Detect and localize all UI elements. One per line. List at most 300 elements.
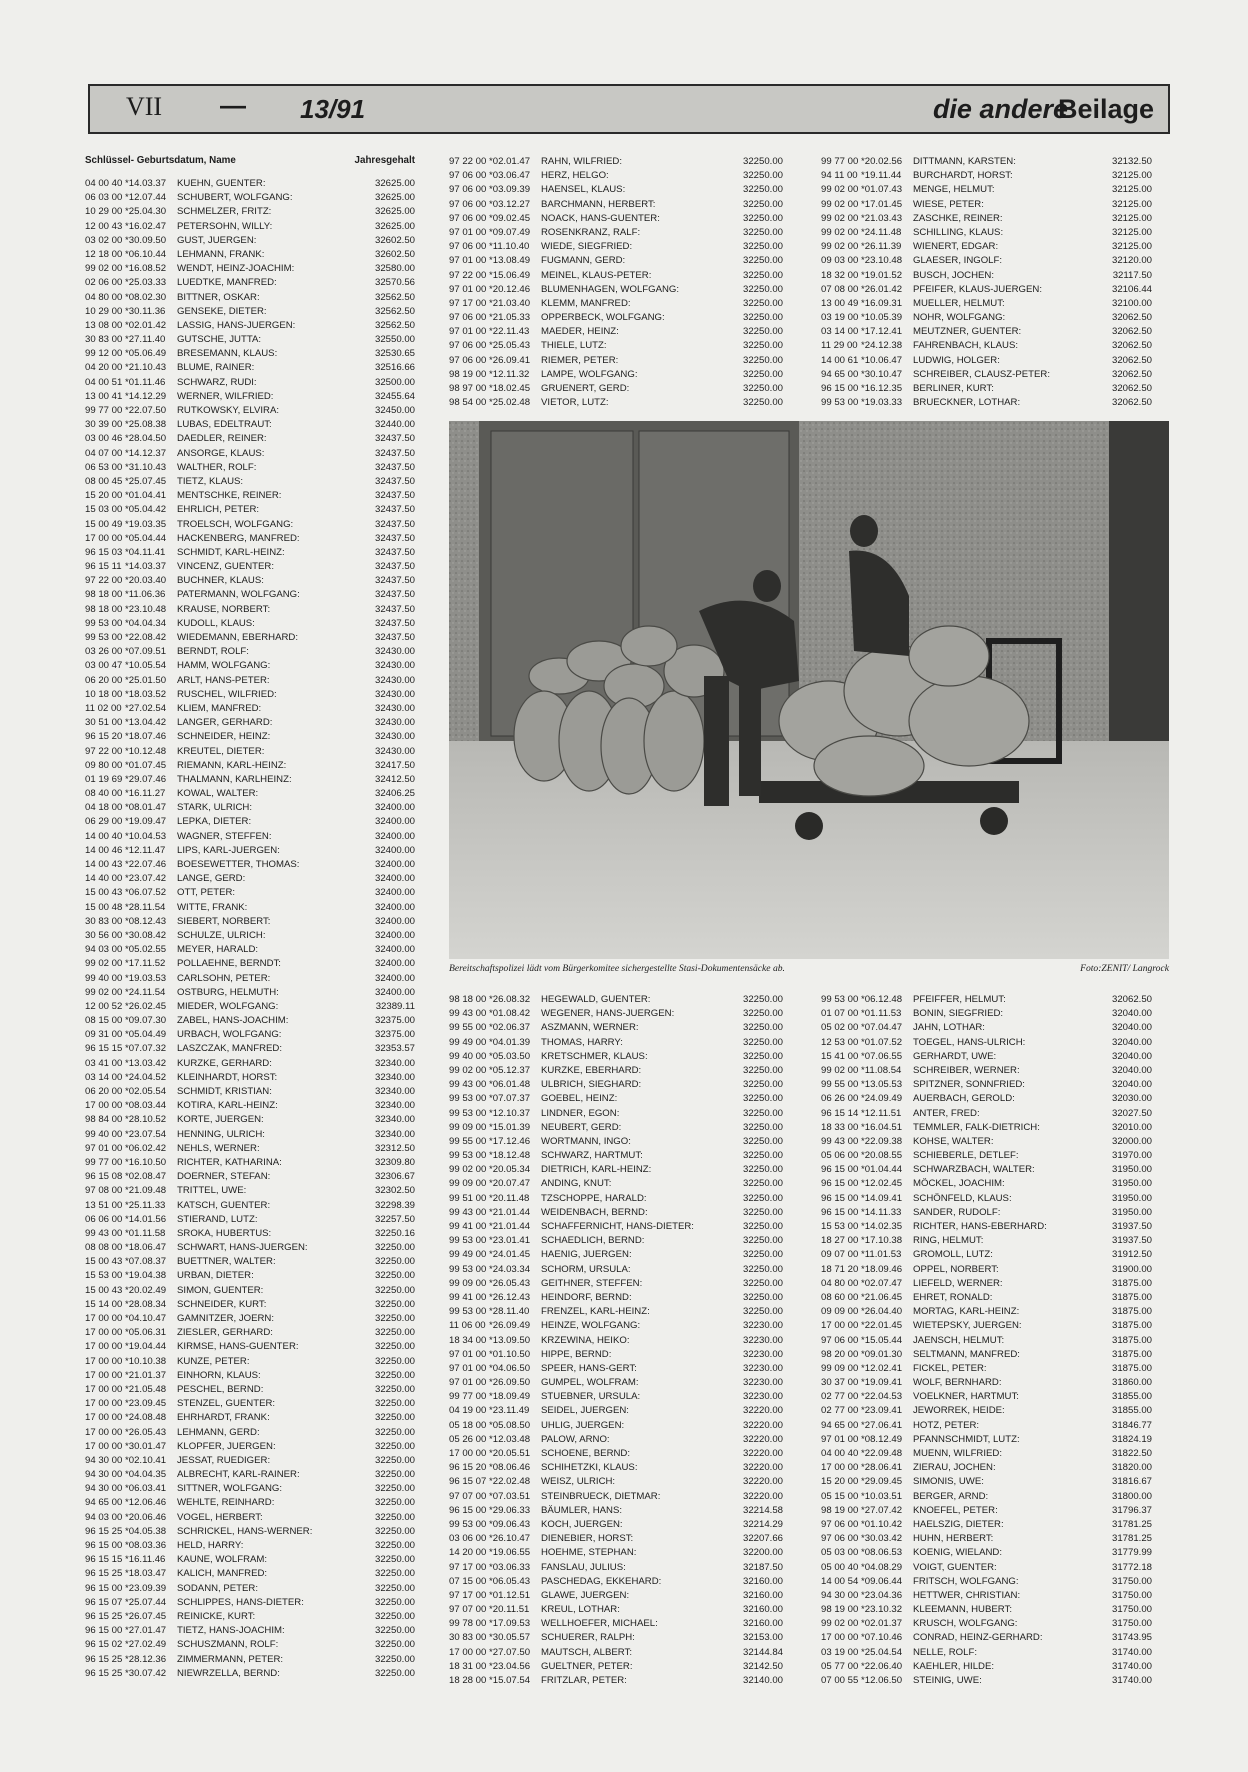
key-code: 97 22 00 bbox=[85, 745, 123, 757]
birth-date: *06.01.48 bbox=[489, 1079, 531, 1091]
person-name: BUSCH, JOCHEN: bbox=[913, 269, 995, 281]
annual-salary: 32040.00 bbox=[1111, 1064, 1152, 1076]
list-item bbox=[85, 659, 415, 673]
key-code: 96 15 07 bbox=[449, 1476, 487, 1488]
list-item bbox=[85, 1383, 415, 1397]
key-code: 97 06 00 bbox=[449, 340, 487, 352]
birth-date: *12.06.46 bbox=[125, 1497, 167, 1509]
key-code: 99 02 00 bbox=[449, 1164, 487, 1176]
annual-salary: 32250.00 bbox=[374, 1540, 415, 1551]
annual-salary: 32400.00 bbox=[374, 958, 415, 970]
annual-salary: 32250.00 bbox=[742, 1306, 783, 1318]
birth-date: *26.04.40 bbox=[861, 1306, 903, 1318]
person-name: GLAESER, INGOLF: bbox=[913, 255, 1003, 267]
key-code: 17 00 00 bbox=[85, 1398, 123, 1410]
key-code: 02 06 00 bbox=[85, 277, 123, 289]
annual-salary: 32400.00 bbox=[374, 944, 415, 956]
birth-date: *28.12.36 bbox=[125, 1653, 167, 1665]
annual-salary: 32625.00 bbox=[374, 178, 415, 189]
birth-date: *26.05.43 bbox=[489, 1277, 531, 1289]
key-code: 99 53 00 bbox=[449, 1518, 487, 1530]
list-item bbox=[85, 1468, 415, 1482]
birth-date: *28.08.34 bbox=[125, 1298, 167, 1310]
key-code: 97 06 00 bbox=[821, 1518, 859, 1530]
birth-date: *24.03.34 bbox=[489, 1263, 531, 1275]
key-code: 98 19 00 bbox=[821, 1504, 859, 1516]
birth-date: *22.01.45 bbox=[861, 1320, 903, 1332]
list-item bbox=[85, 276, 415, 290]
birth-date: *06.03.41 bbox=[125, 1483, 167, 1495]
birth-date: *18.09.46 bbox=[861, 1263, 903, 1275]
list-item bbox=[449, 368, 783, 382]
person-name: KOHSE, WALTER: bbox=[913, 1135, 994, 1147]
key-code: 03 26 00 bbox=[85, 646, 123, 658]
person-name: KLIEM, MANFRED: bbox=[177, 702, 262, 714]
person-name: DIENEBIER, HORST: bbox=[541, 1533, 634, 1545]
birth-date: *05.04.44 bbox=[125, 532, 167, 544]
person-name: WEIDENBACH, BERND: bbox=[541, 1206, 648, 1218]
person-name: BONIN, SIEGFRIED: bbox=[913, 1008, 1004, 1020]
person-name: SCHMIDT, KRISTIAN: bbox=[177, 1086, 272, 1097]
annual-salary: 32257.50 bbox=[374, 1213, 415, 1225]
birth-date: *02.01.42 bbox=[125, 319, 167, 331]
annual-salary: 32250.00 bbox=[742, 1235, 783, 1247]
birth-date: *23.07.54 bbox=[125, 1128, 167, 1140]
annual-salary: 32220.00 bbox=[742, 1419, 783, 1431]
person-name: STEINBRUECK, DIETMAR: bbox=[541, 1490, 661, 1502]
annual-salary: 32250.00 bbox=[742, 1121, 783, 1133]
list-item bbox=[449, 1475, 783, 1489]
list-item bbox=[85, 390, 415, 404]
list-item bbox=[85, 1128, 415, 1142]
key-code: 11 02 00 bbox=[85, 702, 122, 714]
person-name: BUETTNER, WALTER: bbox=[177, 1256, 276, 1268]
annual-salary: 32298.39 bbox=[374, 1199, 415, 1211]
list-item bbox=[821, 1135, 1152, 1149]
key-code: 97 01 00 bbox=[449, 1362, 487, 1374]
key-code: 99 53 00 bbox=[449, 1263, 487, 1275]
list-item bbox=[449, 1404, 783, 1418]
person-name: FICKEL, PETER: bbox=[913, 1362, 987, 1374]
list-item bbox=[85, 418, 415, 432]
birth-date: *29.07.46 bbox=[125, 773, 167, 785]
key-code: 12 00 43 bbox=[85, 220, 123, 232]
key-code: 99 02 00 bbox=[821, 1064, 859, 1076]
annual-salary: 32437.50 bbox=[374, 546, 415, 558]
list-item bbox=[85, 1227, 415, 1241]
annual-salary: 32562.50 bbox=[374, 291, 415, 303]
key-code: 17 00 00 bbox=[449, 1646, 487, 1658]
list-item bbox=[85, 376, 415, 390]
list-item bbox=[449, 1575, 783, 1589]
key-code: 17 00 00 bbox=[85, 1383, 123, 1395]
list-item bbox=[85, 1496, 415, 1510]
key-code: 13 00 41 bbox=[85, 390, 123, 402]
list-item bbox=[821, 1603, 1152, 1617]
birth-date: *05.02.55 bbox=[125, 944, 167, 956]
birth-date: *30.01.47 bbox=[125, 1440, 167, 1452]
birth-date: *19.04.38 bbox=[125, 1270, 167, 1282]
list-item bbox=[85, 1014, 415, 1028]
key-code: 99 02 00 bbox=[821, 212, 859, 224]
annual-salary: 31846.77 bbox=[1111, 1419, 1152, 1431]
birth-date: *23.09.45 bbox=[125, 1398, 167, 1410]
annual-salary: 32040.00 bbox=[1111, 1036, 1152, 1048]
birth-date: *30.03.42 bbox=[861, 1533, 903, 1545]
key-code: 99 02 00 bbox=[821, 184, 859, 196]
list-item bbox=[449, 1433, 783, 1447]
list-item bbox=[449, 1007, 783, 1021]
birth-date: *02.07.47 bbox=[861, 1277, 903, 1289]
birth-date: *04.06.50 bbox=[489, 1362, 531, 1374]
person-name: PASCHEDAG, EKKEHARD: bbox=[541, 1575, 662, 1587]
annual-salary: 32400.00 bbox=[374, 887, 415, 899]
person-name: STEINIG, UWE: bbox=[913, 1675, 982, 1686]
annual-salary: 32430.00 bbox=[374, 660, 415, 672]
birth-date: *09.06.44 bbox=[861, 1575, 903, 1587]
person-name: MEINEL, KLAUS-PETER: bbox=[541, 269, 652, 281]
birth-date: *24.12.38 bbox=[861, 340, 903, 352]
birth-date: *05.08.50 bbox=[489, 1419, 531, 1431]
key-code: 04 80 00 bbox=[85, 291, 123, 303]
birth-date: *21.03.43 bbox=[861, 212, 903, 224]
person-name: BERLINER, KURT: bbox=[913, 383, 994, 394]
person-name: GUTSCHE, JUTTA: bbox=[177, 334, 262, 346]
list-item bbox=[449, 1021, 783, 1035]
person-name: STIERAND, LUTZ: bbox=[177, 1213, 258, 1225]
annual-salary: 32400.00 bbox=[374, 802, 415, 814]
birth-date: *04.04.35 bbox=[125, 1469, 167, 1481]
birth-date: *23.10.32 bbox=[861, 1604, 903, 1616]
birth-date: *23.09.39 bbox=[125, 1582, 167, 1594]
birth-date: *14.09.41 bbox=[861, 1192, 903, 1204]
birth-date: *27.07.42 bbox=[861, 1504, 903, 1516]
annual-salary: 31970.00 bbox=[1111, 1150, 1152, 1162]
annual-salary: 32250.00 bbox=[742, 1164, 783, 1176]
person-name: LEHMANN, GERD: bbox=[177, 1426, 260, 1438]
list-item bbox=[821, 1674, 1152, 1688]
person-name: ARLT, HANS-PETER: bbox=[177, 674, 270, 686]
birth-date: *25.01.50 bbox=[125, 674, 167, 686]
birth-date: *16.12.35 bbox=[861, 383, 903, 394]
person-name: PALOW, ARNO: bbox=[541, 1433, 610, 1445]
list-item bbox=[821, 1291, 1152, 1305]
key-code: 04 18 00 bbox=[85, 802, 123, 814]
key-code: 99 02 00 bbox=[821, 226, 859, 238]
person-name: KLOPFER, JUERGEN: bbox=[177, 1440, 276, 1452]
list-item bbox=[449, 354, 783, 368]
birth-date: *03.06.33 bbox=[489, 1561, 531, 1573]
person-name: KAUNE, WOLFRAM: bbox=[177, 1554, 268, 1566]
person-name: SODANN, PETER: bbox=[177, 1582, 259, 1594]
annual-salary: 32250.00 bbox=[742, 184, 783, 196]
birth-date: *24.11.54 bbox=[125, 986, 166, 998]
list-item bbox=[449, 1234, 783, 1248]
person-name: GERHARDT, UWE: bbox=[913, 1050, 997, 1062]
list-item bbox=[449, 183, 783, 197]
annual-salary: 32220.00 bbox=[742, 1448, 783, 1459]
key-code: 99 43 00 bbox=[449, 1079, 487, 1091]
birth-date: *25.05.43 bbox=[489, 340, 531, 352]
person-name: SIMONIS, UWE: bbox=[913, 1476, 984, 1488]
list-item bbox=[821, 1248, 1152, 1262]
annual-salary: 32250.16 bbox=[374, 1227, 415, 1239]
person-name: ASZMANN, WERNER: bbox=[541, 1022, 639, 1034]
annual-salary: 32250.00 bbox=[374, 1667, 415, 1679]
birth-date: *26.02.45 bbox=[125, 1000, 167, 1012]
annual-salary: 32602.50 bbox=[374, 248, 415, 260]
birth-date: *05.04.42 bbox=[125, 504, 167, 516]
list-item bbox=[821, 1660, 1152, 1674]
annual-salary: 31772.18 bbox=[1111, 1561, 1152, 1573]
annual-salary: 32400.00 bbox=[374, 844, 415, 856]
key-code: 99 43 00 bbox=[85, 1227, 123, 1239]
annual-salary: 31740.00 bbox=[1111, 1660, 1152, 1672]
birth-date: *26.09.41 bbox=[489, 354, 531, 366]
person-name: SCHUERER, RALPH: bbox=[541, 1632, 635, 1644]
person-name: WIEDEMANN, EBERHARD: bbox=[177, 632, 298, 643]
key-code: 97 06 00 bbox=[449, 184, 487, 196]
list-item bbox=[821, 169, 1152, 183]
birth-date: *23.09.41 bbox=[861, 1405, 903, 1417]
list-item bbox=[85, 447, 415, 461]
salary-list bbox=[821, 993, 1152, 1688]
birth-date: *30.09.50 bbox=[125, 234, 167, 246]
key-code: 98 18 00 bbox=[85, 589, 123, 601]
list-item bbox=[821, 1376, 1152, 1390]
key-code: 99 53 00 bbox=[449, 1306, 487, 1318]
person-name: ZIERAU, JOCHEN: bbox=[913, 1462, 996, 1474]
list-item bbox=[85, 986, 415, 1000]
person-name: EINHORN, KLAUS: bbox=[177, 1369, 261, 1381]
annual-salary: 32250.00 bbox=[374, 1313, 415, 1324]
salary-list bbox=[449, 155, 783, 410]
annual-salary: 31950.00 bbox=[1111, 1192, 1152, 1204]
header-dash: — bbox=[220, 90, 246, 120]
person-name: WORTMANN, INGO: bbox=[541, 1135, 631, 1147]
birth-date: *01.07.45 bbox=[125, 759, 167, 771]
birth-date: *13.05.53 bbox=[861, 1079, 903, 1091]
annual-salary: 32040.00 bbox=[1111, 1050, 1152, 1062]
annual-salary: 31875.00 bbox=[1111, 1291, 1152, 1303]
birth-date: *26.09.49 bbox=[489, 1320, 531, 1332]
key-code: 99 09 00 bbox=[821, 1362, 859, 1374]
person-name: KLEMM, MANFRED: bbox=[541, 297, 631, 309]
birth-date: *19.03.53 bbox=[125, 972, 167, 984]
person-name: WIEDE, SIEGFRIED: bbox=[541, 241, 633, 253]
list-item bbox=[821, 1433, 1152, 1447]
list-item bbox=[821, 1419, 1152, 1433]
key-code: 96 15 00 bbox=[821, 1178, 859, 1190]
annual-salary: 32437.50 bbox=[374, 589, 415, 601]
key-code: 97 01 00 bbox=[449, 1377, 487, 1389]
salary-list bbox=[449, 993, 783, 1688]
key-code: 94 30 00 bbox=[85, 1469, 123, 1481]
key-code: 99 40 00 bbox=[85, 1128, 123, 1140]
annual-salary: 32400.00 bbox=[374, 972, 415, 984]
birth-date: *08.06.53 bbox=[861, 1547, 903, 1559]
list-item bbox=[449, 1277, 783, 1291]
list-item bbox=[85, 702, 415, 716]
list-item bbox=[821, 1149, 1152, 1163]
person-name: SCHREIBER, WERNER: bbox=[913, 1064, 1020, 1076]
key-code: 18 31 00 bbox=[449, 1660, 487, 1672]
person-name: KOENIG, WIELAND: bbox=[913, 1547, 1003, 1559]
annual-salary: 32250.00 bbox=[742, 212, 783, 224]
annual-salary: 32250.00 bbox=[374, 1483, 415, 1495]
key-code: 99 09 00 bbox=[449, 1121, 487, 1133]
key-code: 97 17 00 bbox=[449, 1561, 487, 1573]
birth-date: *26.05.43 bbox=[125, 1426, 167, 1438]
key-code: 04 19 00 bbox=[449, 1405, 487, 1417]
key-code: 04 00 40 bbox=[821, 1448, 859, 1459]
annual-salary: 32220.00 bbox=[742, 1490, 783, 1502]
key-code: 11 29 00 bbox=[821, 340, 858, 352]
list-item bbox=[85, 1525, 415, 1539]
annual-salary: 32250.00 bbox=[742, 1249, 783, 1261]
list-item bbox=[449, 1050, 783, 1064]
list-item bbox=[449, 198, 783, 212]
list-item bbox=[449, 1674, 783, 1688]
annual-salary: 31937.50 bbox=[1111, 1235, 1152, 1247]
birth-date: *07.10.46 bbox=[861, 1632, 903, 1644]
list-item bbox=[821, 1036, 1152, 1050]
birth-date: *26.01.42 bbox=[861, 283, 903, 295]
birth-date: *20.11.51 bbox=[489, 1604, 530, 1616]
annual-salary: 32309.80 bbox=[374, 1156, 415, 1168]
person-name: REINICKE, KURT: bbox=[177, 1610, 256, 1622]
annual-salary: 31800.00 bbox=[1111, 1490, 1152, 1502]
key-code: 96 15 20 bbox=[85, 731, 123, 743]
page-header bbox=[88, 84, 1170, 134]
person-name: RICHTER, HANS-EBERHARD: bbox=[913, 1221, 1047, 1232]
person-name: KORTE, JUERGEN: bbox=[177, 1114, 264, 1126]
person-name: MENTSCHKE, REINER: bbox=[177, 490, 282, 502]
person-name: ZIMMERMANN, PETER: bbox=[177, 1653, 284, 1665]
list-item bbox=[85, 347, 415, 361]
birth-date: *22.04.53 bbox=[861, 1391, 903, 1403]
person-name: KRAUSE, NORBERT: bbox=[177, 603, 271, 615]
key-code: 05 15 00 bbox=[821, 1490, 859, 1502]
person-name: MUELLER, HELMUT: bbox=[913, 297, 1005, 309]
person-name: DOERNER, STEFAN: bbox=[177, 1171, 271, 1183]
birth-date: *07.07.32 bbox=[125, 1043, 167, 1055]
annual-salary: 32430.00 bbox=[374, 745, 415, 757]
key-code: 99 55 00 bbox=[449, 1022, 487, 1034]
annual-salary: 32250.00 bbox=[742, 383, 783, 394]
birth-date: *18.06.47 bbox=[125, 1242, 167, 1254]
key-code: 96 15 03 bbox=[85, 546, 123, 558]
annual-salary: 32430.00 bbox=[374, 717, 415, 729]
list-item bbox=[85, 1567, 415, 1581]
annual-salary: 32340.00 bbox=[374, 1071, 415, 1083]
person-name: PFEIFFER, HELMUT: bbox=[913, 994, 1006, 1005]
list-item bbox=[449, 1348, 783, 1362]
key-code: 08 40 00 bbox=[85, 788, 123, 800]
person-name: SCHWARZ, HARTMUT: bbox=[541, 1150, 643, 1162]
list-item bbox=[85, 177, 415, 191]
annual-salary: 32250.00 bbox=[742, 326, 783, 338]
list-item bbox=[449, 1064, 783, 1078]
birth-date: *31.10.43 bbox=[125, 461, 167, 473]
key-code: 97 06 00 bbox=[449, 241, 487, 253]
person-name: WERNER, WILFRIED: bbox=[177, 390, 274, 402]
annual-salary: 32250.00 bbox=[742, 340, 783, 352]
person-name: BUCHNER, KLAUS: bbox=[177, 575, 264, 587]
list-item bbox=[449, 169, 783, 183]
person-name: MIEDER, WOLFGANG: bbox=[177, 1000, 279, 1012]
person-name: WALTHER, ROLF: bbox=[177, 461, 257, 473]
photo-image bbox=[449, 421, 1169, 959]
key-code: 99 49 00 bbox=[449, 1036, 487, 1048]
person-name: DAEDLER, REINER: bbox=[177, 433, 267, 445]
person-name: HIPPE, BERND: bbox=[541, 1348, 612, 1360]
key-code: 17 00 00 bbox=[85, 1341, 123, 1353]
annual-salary: 32437.50 bbox=[374, 504, 415, 516]
annual-salary: 32306.67 bbox=[374, 1171, 415, 1183]
annual-salary: 32340.00 bbox=[374, 1128, 415, 1140]
publication-name: die andere bbox=[932, 94, 1068, 124]
birth-date: *14.02.35 bbox=[861, 1221, 903, 1232]
list-item bbox=[85, 248, 415, 262]
annual-salary: 32040.00 bbox=[1111, 1022, 1152, 1034]
annual-salary: 32132.50 bbox=[1111, 156, 1152, 167]
birth-date: *21.06.45 bbox=[861, 1291, 903, 1303]
person-name: TZSCHOPPE, HARALD: bbox=[541, 1192, 647, 1204]
key-code: 09 80 00 bbox=[85, 759, 123, 771]
birth-date: *01.10.42 bbox=[861, 1518, 903, 1530]
list-item bbox=[449, 1149, 783, 1163]
annual-salary: 31824.19 bbox=[1111, 1433, 1152, 1445]
person-name: SPEER, HANS-GERT: bbox=[541, 1362, 637, 1374]
key-code: 03 02 00 bbox=[85, 234, 123, 246]
annual-salary: 31860.00 bbox=[1111, 1377, 1152, 1389]
key-code: 03 00 47 bbox=[85, 660, 123, 672]
annual-salary: 31820.00 bbox=[1111, 1462, 1152, 1474]
person-name: HEGEWALD, GUENTER: bbox=[541, 994, 651, 1005]
annual-salary: 32430.00 bbox=[374, 731, 415, 743]
birth-date: *07.06.55 bbox=[861, 1050, 903, 1062]
annual-salary: 32230.00 bbox=[742, 1348, 783, 1360]
list-item bbox=[85, 1042, 415, 1056]
list-item bbox=[85, 404, 415, 418]
annual-salary: 32230.00 bbox=[742, 1320, 783, 1332]
list-item bbox=[449, 1107, 783, 1121]
annual-salary: 32250.00 bbox=[374, 1341, 415, 1353]
annual-salary: 32562.50 bbox=[374, 319, 415, 331]
annual-salary: 32160.00 bbox=[742, 1618, 783, 1630]
birth-date: *01.07.43 bbox=[861, 184, 903, 196]
key-code: 94 03 00 bbox=[85, 944, 123, 956]
key-code: 11 06 00 bbox=[449, 1320, 486, 1332]
birth-date: *07.08.37 bbox=[125, 1256, 167, 1268]
key-code: 99 02 00 bbox=[821, 1618, 859, 1630]
annual-salary: 32340.00 bbox=[374, 1057, 415, 1069]
list-item bbox=[821, 1220, 1152, 1234]
key-code: 96 15 20 bbox=[449, 1462, 487, 1474]
annual-salary: 32437.50 bbox=[374, 575, 415, 587]
key-code: 03 06 00 bbox=[449, 1533, 487, 1545]
person-name: BITTNER, OSKAR: bbox=[177, 291, 260, 303]
person-name: KURZKE, GERHARD: bbox=[177, 1057, 272, 1069]
annual-salary: 32430.00 bbox=[374, 688, 415, 700]
list-item bbox=[85, 617, 415, 631]
person-name: SCHWARZ, RUDI: bbox=[177, 376, 257, 388]
person-name: HAENSEL, KLAUS: bbox=[541, 184, 626, 196]
person-name: LINDNER, EGON: bbox=[541, 1107, 620, 1119]
list-item bbox=[821, 1177, 1152, 1191]
person-name: JAHN, LOTHAR: bbox=[913, 1022, 985, 1034]
